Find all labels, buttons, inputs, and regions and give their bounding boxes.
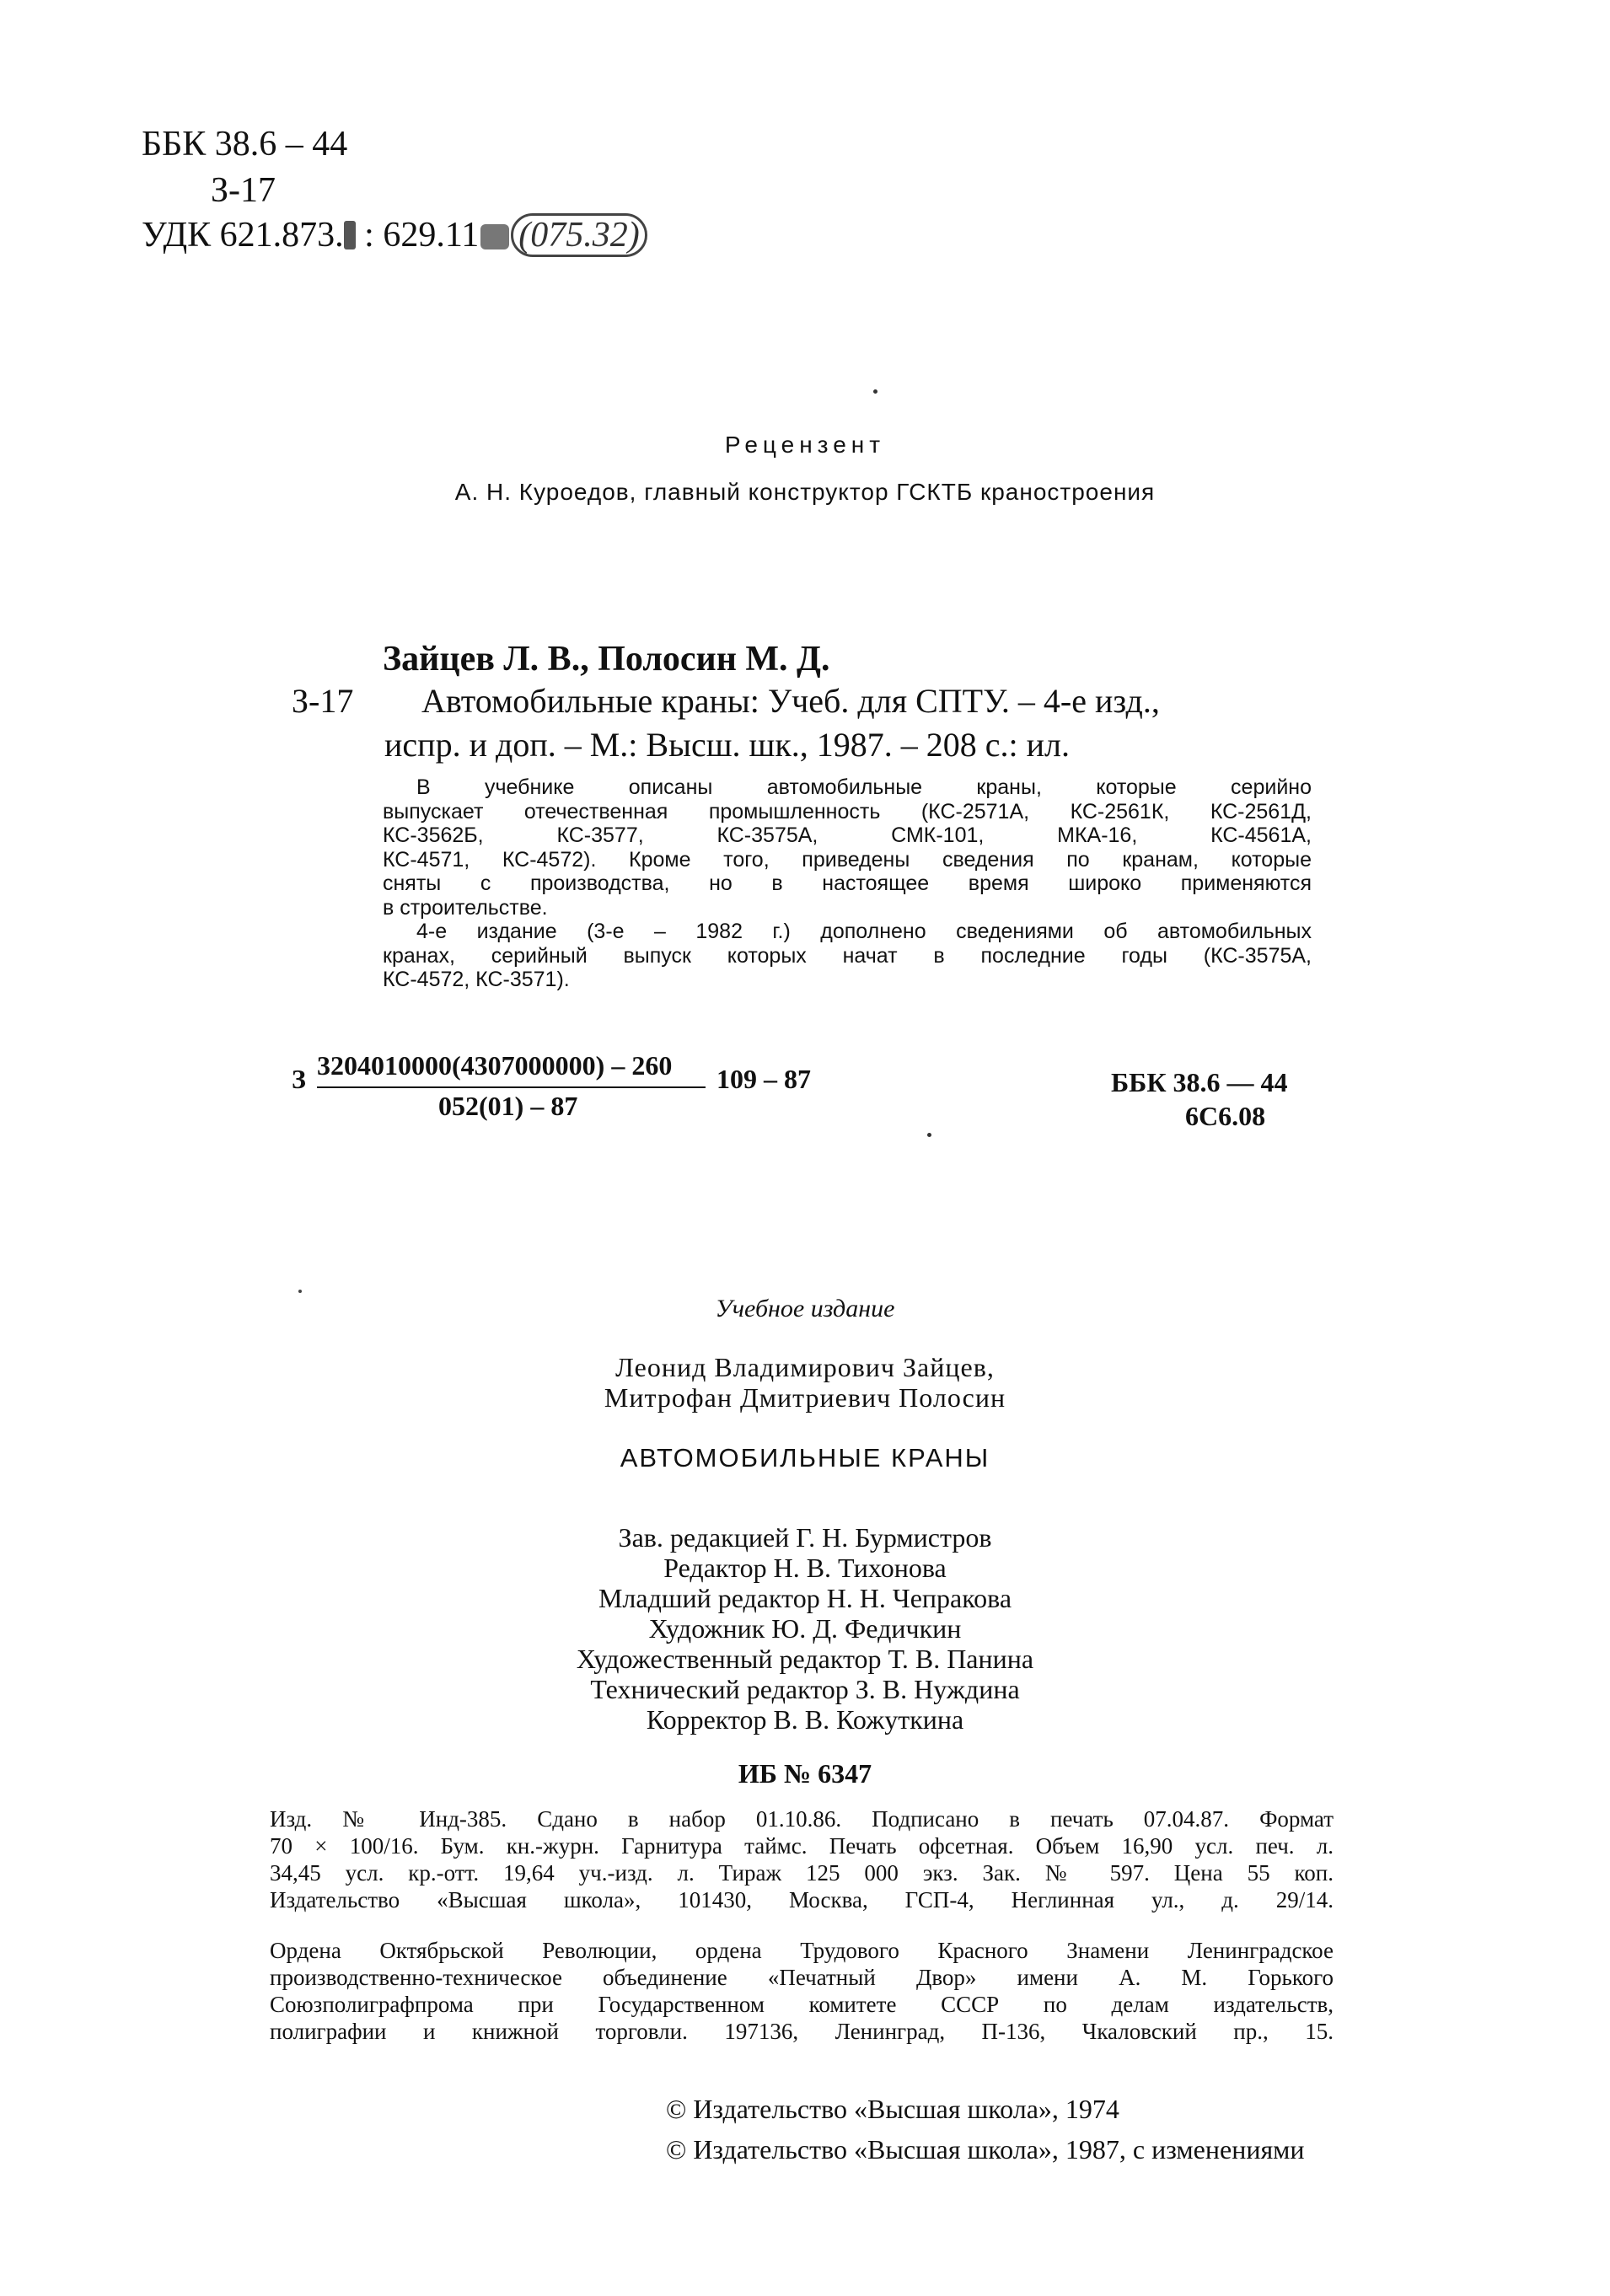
printer-line: Союзполиграфпрома при Государственном комитете СССР по делам издательств, [270, 1992, 1334, 2017]
udk-main-2: : 629.11 [355, 216, 480, 255]
staff-line: Художественный редактор Т. В. Панина [576, 1644, 1034, 1674]
staff-line: Младший редактор Н. Н. Чепракова [598, 1583, 1012, 1613]
code-suffix: 109 – 87 [716, 1064, 811, 1094]
edition-note-line: 4-е издание (3-е – 1982 г.) дополнено сведениями об автомобильных [416, 920, 1312, 943]
publication-line: 34,45 усл. кр.-отт. 19,64 уч.-изд. л. Тираж 125 000 экз. Зак. № 597. Цена 55 коп. [270, 1860, 1334, 1886]
printer-line: полиграфии и книжной торговли. 197136, Ленинград, П-136, Чкаловский пр., 15. [270, 2019, 1334, 2044]
printer-line: Ордена Октябрьской Революции, ордена Трудового Красного Знамени Ленинградское [270, 1938, 1334, 1963]
catalog-abstract [383, 775, 1312, 992]
staff-line: Корректор В. В. Кожуткина [646, 1704, 964, 1735]
scan-speck [927, 1133, 931, 1137]
udk-classification [142, 217, 647, 253]
abstract-line: сняты с производства, но в настоящее время широко применяются [383, 872, 1312, 895]
scan-speck [873, 389, 877, 394]
publication-line: Изд. № Инд-385. Сдано в набор 01.10.86. Подписано в печать 07.04.87. Формат [270, 1806, 1334, 1832]
copyright-1987: © Издательство «Высшая школа», 1987, с изменениями [666, 2134, 1305, 2165]
reviewer-heading: Рецензент [724, 432, 886, 458]
copyright-1974: © Издательство «Высшая школа», 1974 [666, 2094, 1119, 2124]
abstract-line: выпускает отечественная промышленность (КС-2571А, КС-2561К, КС-2561Д, [383, 799, 1312, 823]
catalog-bbk: ББК 38.6 — 44 [1111, 1067, 1288, 1097]
handwritten-mark [480, 224, 509, 249]
edition-note-line: кранах, серийный выпуск которых начат в последние годы (КС-3575А, [383, 943, 1312, 968]
abstract-line: в строительстве. [383, 895, 548, 920]
editorial-staff [0, 1522, 1610, 1735]
imprint-author-2: Митрофан Дмитриевич Полосин [604, 1382, 1006, 1413]
author-mark: З-17 [211, 171, 276, 210]
udk-main: УДК 621.873. [142, 216, 344, 255]
publication-line: Издательство «Высшая школа», 101430, Москва, ГСП-4, Неглинная ул., д. 29/14. [270, 1887, 1334, 1912]
staff-line: Художник Ю. Д. Федичкин [648, 1613, 962, 1644]
catalog-title-line-1: Автомобильные краны: Учеб. для СПТУ. – 4-е изд., [421, 682, 1160, 720]
reviewer-name: А. Н. Куроедов, главный конструктор ГСКТБ краностроения [454, 479, 1156, 505]
publication-info [270, 1805, 1334, 1913]
scan-speck [298, 1290, 302, 1293]
abstract-line: КС-4571, КС-4572). Кроме того, приведены сведения по кранам, которые [383, 847, 1312, 872]
printer-info [270, 1937, 1334, 2045]
imprint-title: АВТОМОБИЛЬНЫЕ КРАНЫ [620, 1443, 990, 1473]
handwritten-mark [344, 221, 356, 249]
staff-line: Редактор Н. В. Тихонова [663, 1553, 947, 1583]
imprint-author-1: Леонид Владимирович Зайцев, [615, 1352, 995, 1382]
edition-note-line: КС-4572, КС-3571). [383, 968, 570, 991]
abstract-line: В учебнике описаны автомобильные краны, которые серийно [416, 775, 1312, 799]
bbk-classification: ББК 38.6 – 44 [142, 125, 348, 164]
code-denominator: 052(01) – 87 [438, 1091, 578, 1121]
staff-line: Зав. редакцией Г. Н. Бурмистров [618, 1522, 992, 1553]
abstract-line: КС-3562Б, КС-3577, КС-3575А, СМК-101, МКА-16, КС-4561А, [383, 823, 1312, 847]
code-numerator: 3204010000(4307000000) – 260 [317, 1050, 706, 1088]
ib-number: ИБ № 6347 [738, 1758, 872, 1789]
code-prefix: З [292, 1064, 306, 1094]
catalog-title-line-2: испр. и доп. – М.: Высш. шк., 1987. – 208 с.: ил. [384, 726, 1070, 764]
catalog-authors: Зайцев Л. В., Полосин М. Д. [383, 640, 830, 679]
edition-type: Учебное издание [715, 1295, 895, 1322]
catalog-author-mark: З-17 [292, 682, 354, 720]
udk-handwritten-strike: (075.32) [511, 213, 647, 257]
catalog-bbk-code: 6С6.08 [1185, 1101, 1266, 1131]
publication-line: 70 × 100/16. Бум. кн.-журн. Гарнитура таймс. Печать офсетная. Объем 16,90 усл. печ. л. [270, 1833, 1334, 1859]
staff-line: Технический редактор З. В. Нуждина [590, 1674, 1020, 1704]
printer-line: производственно-техническое объединение «Печатный Двор» имени А. М. Горького [270, 1965, 1334, 1990]
